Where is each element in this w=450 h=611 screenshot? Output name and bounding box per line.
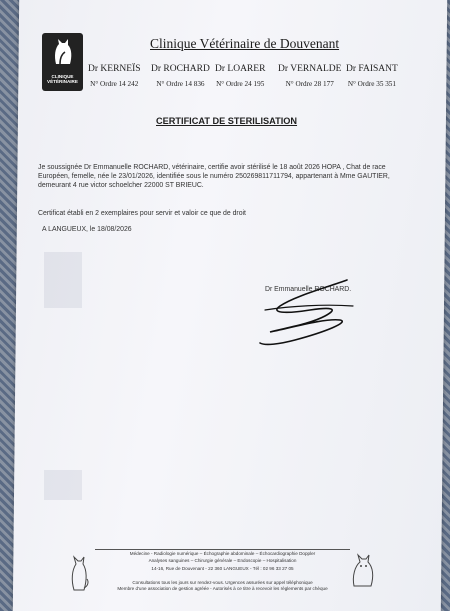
cat-illustration-icon xyxy=(68,552,90,592)
faint-watermark xyxy=(44,470,82,500)
vet-item xyxy=(151,64,210,88)
clinic-logo xyxy=(42,33,83,91)
vet-item xyxy=(88,64,141,88)
vet-name: Dr ROCHARD xyxy=(151,64,210,74)
vet-name: Dr LOARER xyxy=(215,64,266,74)
faint-watermark xyxy=(44,252,82,308)
vet-order: N° Ordre 35 351 xyxy=(347,80,396,88)
cat-dog-logo-icon xyxy=(50,38,76,66)
footer-line-5: Membre d'une association de gestion agréée - Autorisés à ce titre à recevoir les règlements par chèque xyxy=(117,586,328,591)
footer-line-2: Analyses sanguines – Chirurgie générale – Endoscopie – Hospitalisation xyxy=(148,558,297,563)
vet-order: N° Ordre 28 177 xyxy=(285,80,334,88)
logo-text-2: VÉTÉRINAIRE xyxy=(47,79,78,85)
vet-item xyxy=(278,64,341,88)
vet-name: Dr VERNALDE xyxy=(278,64,342,74)
footer-address: 14-16, Rue de Douvenant - 22 360 LANGUEUX - Tél : 02 96 33 27 05 xyxy=(151,566,294,571)
vet-order: N° Ordre 24 195 xyxy=(216,80,265,88)
vet-item xyxy=(346,64,398,88)
certificate-place-date: A LANGUEUX, le 18/08/2026 xyxy=(42,226,132,233)
vet-order: N° Ordre 14 836 xyxy=(156,80,205,88)
certificate-body: Je soussignée Dr Emmanuelle ROCHARD, vétérinaire, certifie avoir stérilisé le 18 août 2026 HOPA , Chat de race Européen, femelle, née le 23/01/2026, identifiée sous le numéro 250269811711794, appartenant à Mme GAUTIER, demeurant 4 rue victor schoelcher 22000 ST BRIEUC. xyxy=(38,164,390,190)
logo-text-1: CLINIQUE xyxy=(51,74,74,80)
signer-name: Dr Emmanuelle ROCHARD. xyxy=(265,286,352,293)
vet-name: Dr FAISANT xyxy=(346,64,398,74)
vet-item xyxy=(215,64,265,88)
certificate-title: CERTIFICAT DE STERILISATION xyxy=(156,116,298,126)
footer-divider xyxy=(95,549,350,550)
footer-line-4: Consultations tous les jours sur rendez-vous. Urgences assurées sur appel téléphonique xyxy=(132,580,313,585)
clinic-name: Clinique Vétérinaire de Douvenant xyxy=(150,36,340,51)
vet-name: Dr KERNEÏS xyxy=(88,64,141,74)
certificate-copies: Certificat établi en 2 exemplaires pour servir et valoir ce que de droit xyxy=(38,210,246,217)
vet-order: N° Ordre 14 242 xyxy=(90,80,139,88)
footer-line-1: Médecine - Radiologie numérique – Échographie abdominale – Échocardiographie Doppler xyxy=(129,551,316,556)
handwritten-signature xyxy=(255,270,365,350)
cat-dog-illustration-icon xyxy=(350,552,376,588)
